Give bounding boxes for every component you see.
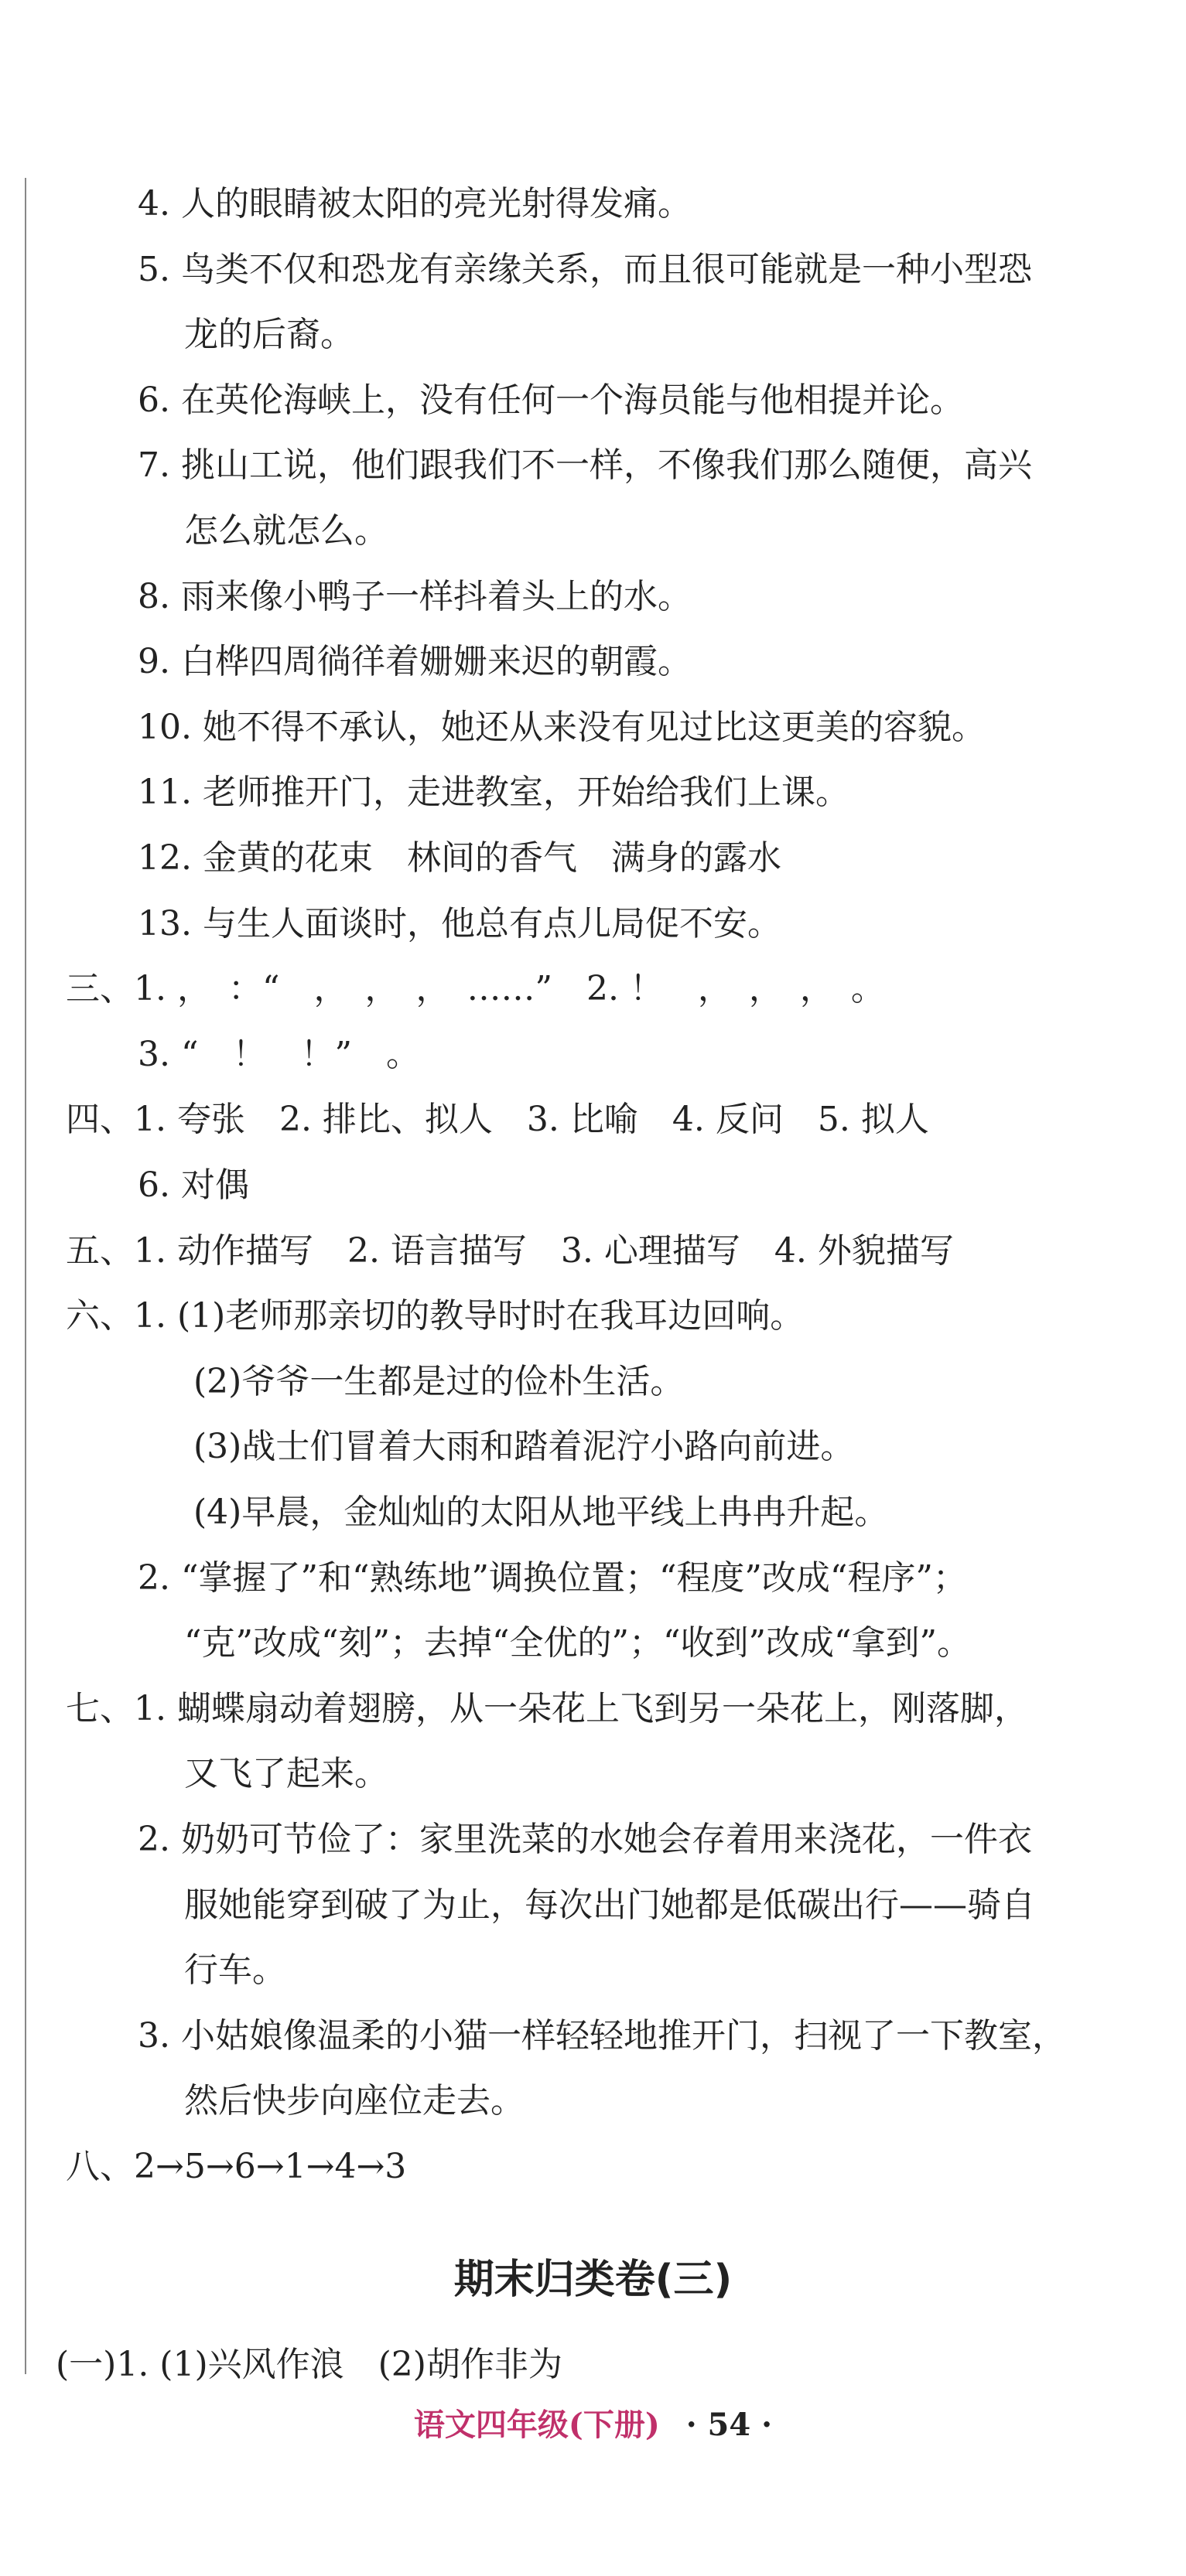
answer-line: 又飞了起来。 <box>184 1754 388 1794</box>
answer-line: 6. 在英伦海峡上，没有任何一个海员能与他相提并论。 <box>138 380 964 420</box>
page-footer <box>0 2400 1186 2445</box>
answer-line: 四、1. 夸张 2. 排比、拟人 3. 比喻 4. 反问 5. 拟人 <box>66 1100 929 1140</box>
page-number: · 54 · <box>685 2407 773 2443</box>
answer-line: 13. 与生人面谈时，他总有点儿局促不安。 <box>138 903 781 943</box>
answer-line: “克”改成“刻”；去掉“全优的”；“收到”改成“拿到”。 <box>184 1623 971 1663</box>
answer-line: 然后快步向座位走去。 <box>184 2081 525 2121</box>
answer-line: 龙的后裔。 <box>184 315 354 355</box>
answer-line: 行车。 <box>184 1950 286 1991</box>
answer-line: (4)早晨，金灿灿的太阳从地平线上冉冉升起。 <box>193 1493 889 1532</box>
answer-line: (2)爷爷一生都是过的俭朴生活。 <box>193 1361 685 1401</box>
answer-line: 6. 对偶 <box>138 1165 249 1205</box>
section-title: 期末归类卷(三) <box>453 2257 733 2303</box>
answer-line: (一)1. (1)兴风作浪 (2)胡作非为 <box>56 2345 562 2384</box>
answer-line: 三、1. ， ：“ ， ， ， ……” 2. ！ ， ， ， 。 <box>66 969 885 1009</box>
answer-line: 11. 老师推开门，走进教室，开始给我们上课。 <box>138 773 849 813</box>
answer-line: 六、1. (1)老师那亲切的教导时时在我耳边回响。 <box>66 1296 805 1336</box>
answer-line: (3)战士们冒着大雨和踏着泥泞小路向前进。 <box>193 1427 855 1467</box>
answer-line: 8. 雨来像小鸭子一样抖着头上的水。 <box>138 576 692 616</box>
answer-line: 2. 奶奶可节俭了：家里洗菜的水她会存着用来浇花，一件衣 <box>138 1820 1032 1859</box>
answer-line: 五、1. 动作描写 2. 语言描写 3. 心理描写 4. 外貌描写 <box>66 1230 954 1271</box>
answer-line: 2. “掌握了”和“熟练地”调换位置；“程度”改成“程序”； <box>138 1558 967 1598</box>
answer-line: 12. 金黄的花束 林间的香气 满身的露水 <box>138 838 781 878</box>
answer-line: 怎么就怎么。 <box>184 511 388 551</box>
answer-line: 3. 小姑娘像温柔的小猫一样轻轻地推开门，扫视了一下教室， <box>138 2015 1066 2056</box>
answer-line: 10. 她不得不承认，她还从来没有见过比这更美的容貌。 <box>138 707 986 747</box>
answer-line: 3. “ ！ ！” 。 <box>138 1034 420 1074</box>
answer-line: 4. 人的眼睛被太阳的亮光射得发痛。 <box>138 184 692 223</box>
answer-line: 9. 白桦四周徜徉着姗姗来迟的朝霞。 <box>138 642 692 682</box>
answer-line: 八、2→5→6→1→4→3 <box>66 2147 407 2186</box>
footer-book-title: 语文四年级(下册) <box>413 2407 660 2443</box>
left-margin-rule <box>25 178 26 2374</box>
answer-line: 7. 挑山工说，他们跟我们不一样，不像我们那么随便，高兴 <box>138 445 1032 486</box>
answer-line: 七、1. 蝴蝶扇动着翅膀，从一朵花上飞到另一朵花上，刚落脚， <box>66 1688 1028 1728</box>
answer-line: 5. 鸟类不仅和恐龙有亲缘关系，而且很可能就是一种小型恐 <box>138 249 1032 289</box>
answer-line: 服她能穿到破了为止，每次出门她都是低碳出行——骑自 <box>184 1885 1035 1925</box>
